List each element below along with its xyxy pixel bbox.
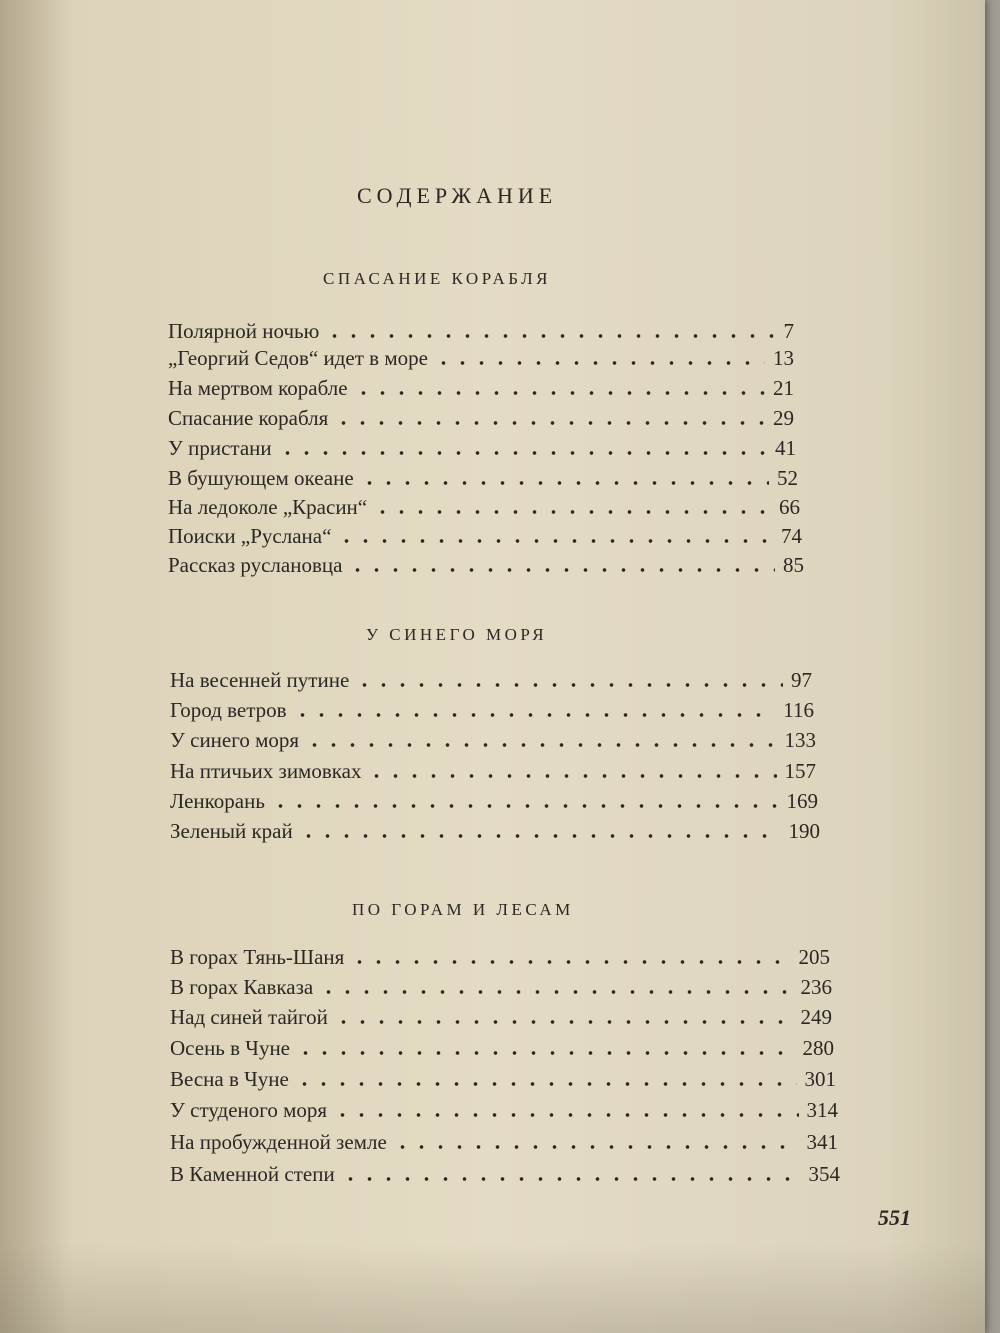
entry-title: Полярной ночью: [168, 319, 320, 343]
entry-title: Над синей тайгой: [170, 1005, 328, 1029]
entry-title: Осень в Чуне: [170, 1036, 291, 1060]
toc-entry: [170, 970, 832, 1000]
toc-entry: [170, 723, 816, 753]
entry-page: 354: [808, 1162, 840, 1186]
toc-entry: [168, 461, 798, 491]
toc-entry: [168, 341, 794, 371]
dot-leader: [293, 713, 776, 717]
dot-leader: [278, 451, 767, 455]
section-title: СПАСАНИЕ КОРАБЛЯ: [323, 269, 551, 288]
entry-page: 29: [773, 406, 794, 430]
toc-entry: [170, 1000, 832, 1030]
dot-leader: [367, 774, 776, 778]
toc-entry: [168, 401, 794, 431]
entry-page: 13: [773, 346, 794, 370]
entry-title: В горах Тянь-Шаня: [170, 945, 345, 969]
entry-title: Весна в Чуне: [170, 1067, 289, 1091]
dot-leader: [271, 804, 779, 808]
entry-page: 74: [781, 524, 802, 548]
dot-leader: [393, 1145, 799, 1149]
entry-page: 236: [800, 975, 832, 999]
entry-page: 190: [788, 819, 820, 843]
dot-leader: [334, 1020, 793, 1024]
toc-entry: [170, 1062, 836, 1092]
entry-title: Поиски „Руслана“: [168, 524, 332, 548]
entry-title: В Каменной степи: [170, 1162, 335, 1186]
toc-entry: [170, 663, 812, 693]
dot-leader: [348, 568, 775, 572]
entry-title: В горах Кавказа: [170, 975, 314, 999]
dot-leader: [337, 539, 773, 543]
entry-title: У пристани: [168, 436, 272, 460]
dot-leader: [305, 743, 776, 747]
entry-page: 97: [791, 668, 812, 692]
section-title: ПО ГОРАМ И ЛЕСАМ: [352, 900, 574, 919]
toc-entry: [168, 431, 796, 461]
entry-page: 66: [779, 495, 800, 519]
toc-entry: [170, 1157, 840, 1187]
entry-page: 52: [777, 466, 798, 490]
dot-leader: [333, 1113, 798, 1117]
toc-entry: [170, 814, 820, 844]
dot-leader: [434, 361, 765, 365]
dot-leader: [299, 834, 781, 838]
toc-entry: [168, 314, 794, 344]
entry-page: 7: [783, 319, 794, 343]
entry-page: 116: [783, 698, 814, 722]
dot-leader: [296, 1051, 794, 1055]
entry-page: 157: [784, 759, 816, 783]
entry-title: На птичьих зимовках: [170, 759, 362, 783]
section-title: У СИНЕГО МОРЯ: [366, 625, 548, 644]
dot-leader: [373, 510, 771, 514]
entry-title: В бушующем океане: [168, 466, 354, 490]
entry-title: На весенней путине: [170, 668, 350, 692]
entry-page: 280: [802, 1036, 834, 1060]
dot-leader: [360, 481, 769, 485]
entry-title: „Георгий Седов“ идет в море: [168, 346, 428, 370]
toc-entry: [170, 1031, 834, 1061]
page-number: 551: [878, 1205, 911, 1230]
dot-leader: [354, 391, 765, 395]
entry-title: Зеленый край: [170, 819, 293, 843]
toc-entry: [170, 940, 830, 970]
dot-leader: [295, 1082, 797, 1086]
dot-leader: [319, 990, 792, 994]
toc-entry: [170, 784, 818, 814]
toc-entry: [168, 371, 794, 401]
entry-title: Ленкорань: [170, 789, 265, 813]
entry-title: У синего моря: [170, 728, 300, 752]
toc-entry: [168, 519, 802, 549]
entry-title: На ледоколе „Красин“: [168, 495, 368, 519]
toc-entry: [170, 754, 816, 784]
toc-entry: [170, 1125, 838, 1155]
entry-title: У студеного моря: [170, 1098, 328, 1122]
entry-page: 301: [804, 1067, 836, 1091]
dot-leader: [325, 334, 775, 338]
toc-entry: [170, 1093, 838, 1123]
entry-title: Спасание корабля: [168, 406, 329, 430]
toc-entry: [168, 548, 804, 578]
entry-page: 41: [775, 436, 796, 460]
dot-leader: [355, 683, 783, 687]
entry-page: 249: [800, 1005, 832, 1029]
dot-leader: [334, 421, 765, 425]
entry-page: 133: [784, 728, 816, 752]
entry-title: Рассказ руслановца: [168, 553, 343, 577]
toc-entry: [170, 693, 814, 723]
entry-page: 314: [806, 1098, 838, 1122]
toc-entry: [168, 490, 800, 520]
contents-title: СОДЕРЖАНИЕ: [357, 183, 558, 208]
entry-page: 21: [773, 376, 794, 400]
entry-page: 205: [798, 945, 830, 969]
dot-leader: [350, 960, 790, 964]
entry-page: 169: [786, 789, 818, 813]
entry-page: 341: [806, 1130, 838, 1154]
entry-title: Город ветров: [170, 698, 287, 722]
page-bottom-shadow: [0, 1243, 985, 1333]
page-gutter-shadow: [0, 0, 70, 1333]
dot-leader: [341, 1177, 801, 1181]
entry-title: На мертвом корабле: [168, 376, 348, 400]
entry-page: 85: [783, 553, 804, 577]
entry-title: На пробужденной земле: [170, 1130, 387, 1154]
